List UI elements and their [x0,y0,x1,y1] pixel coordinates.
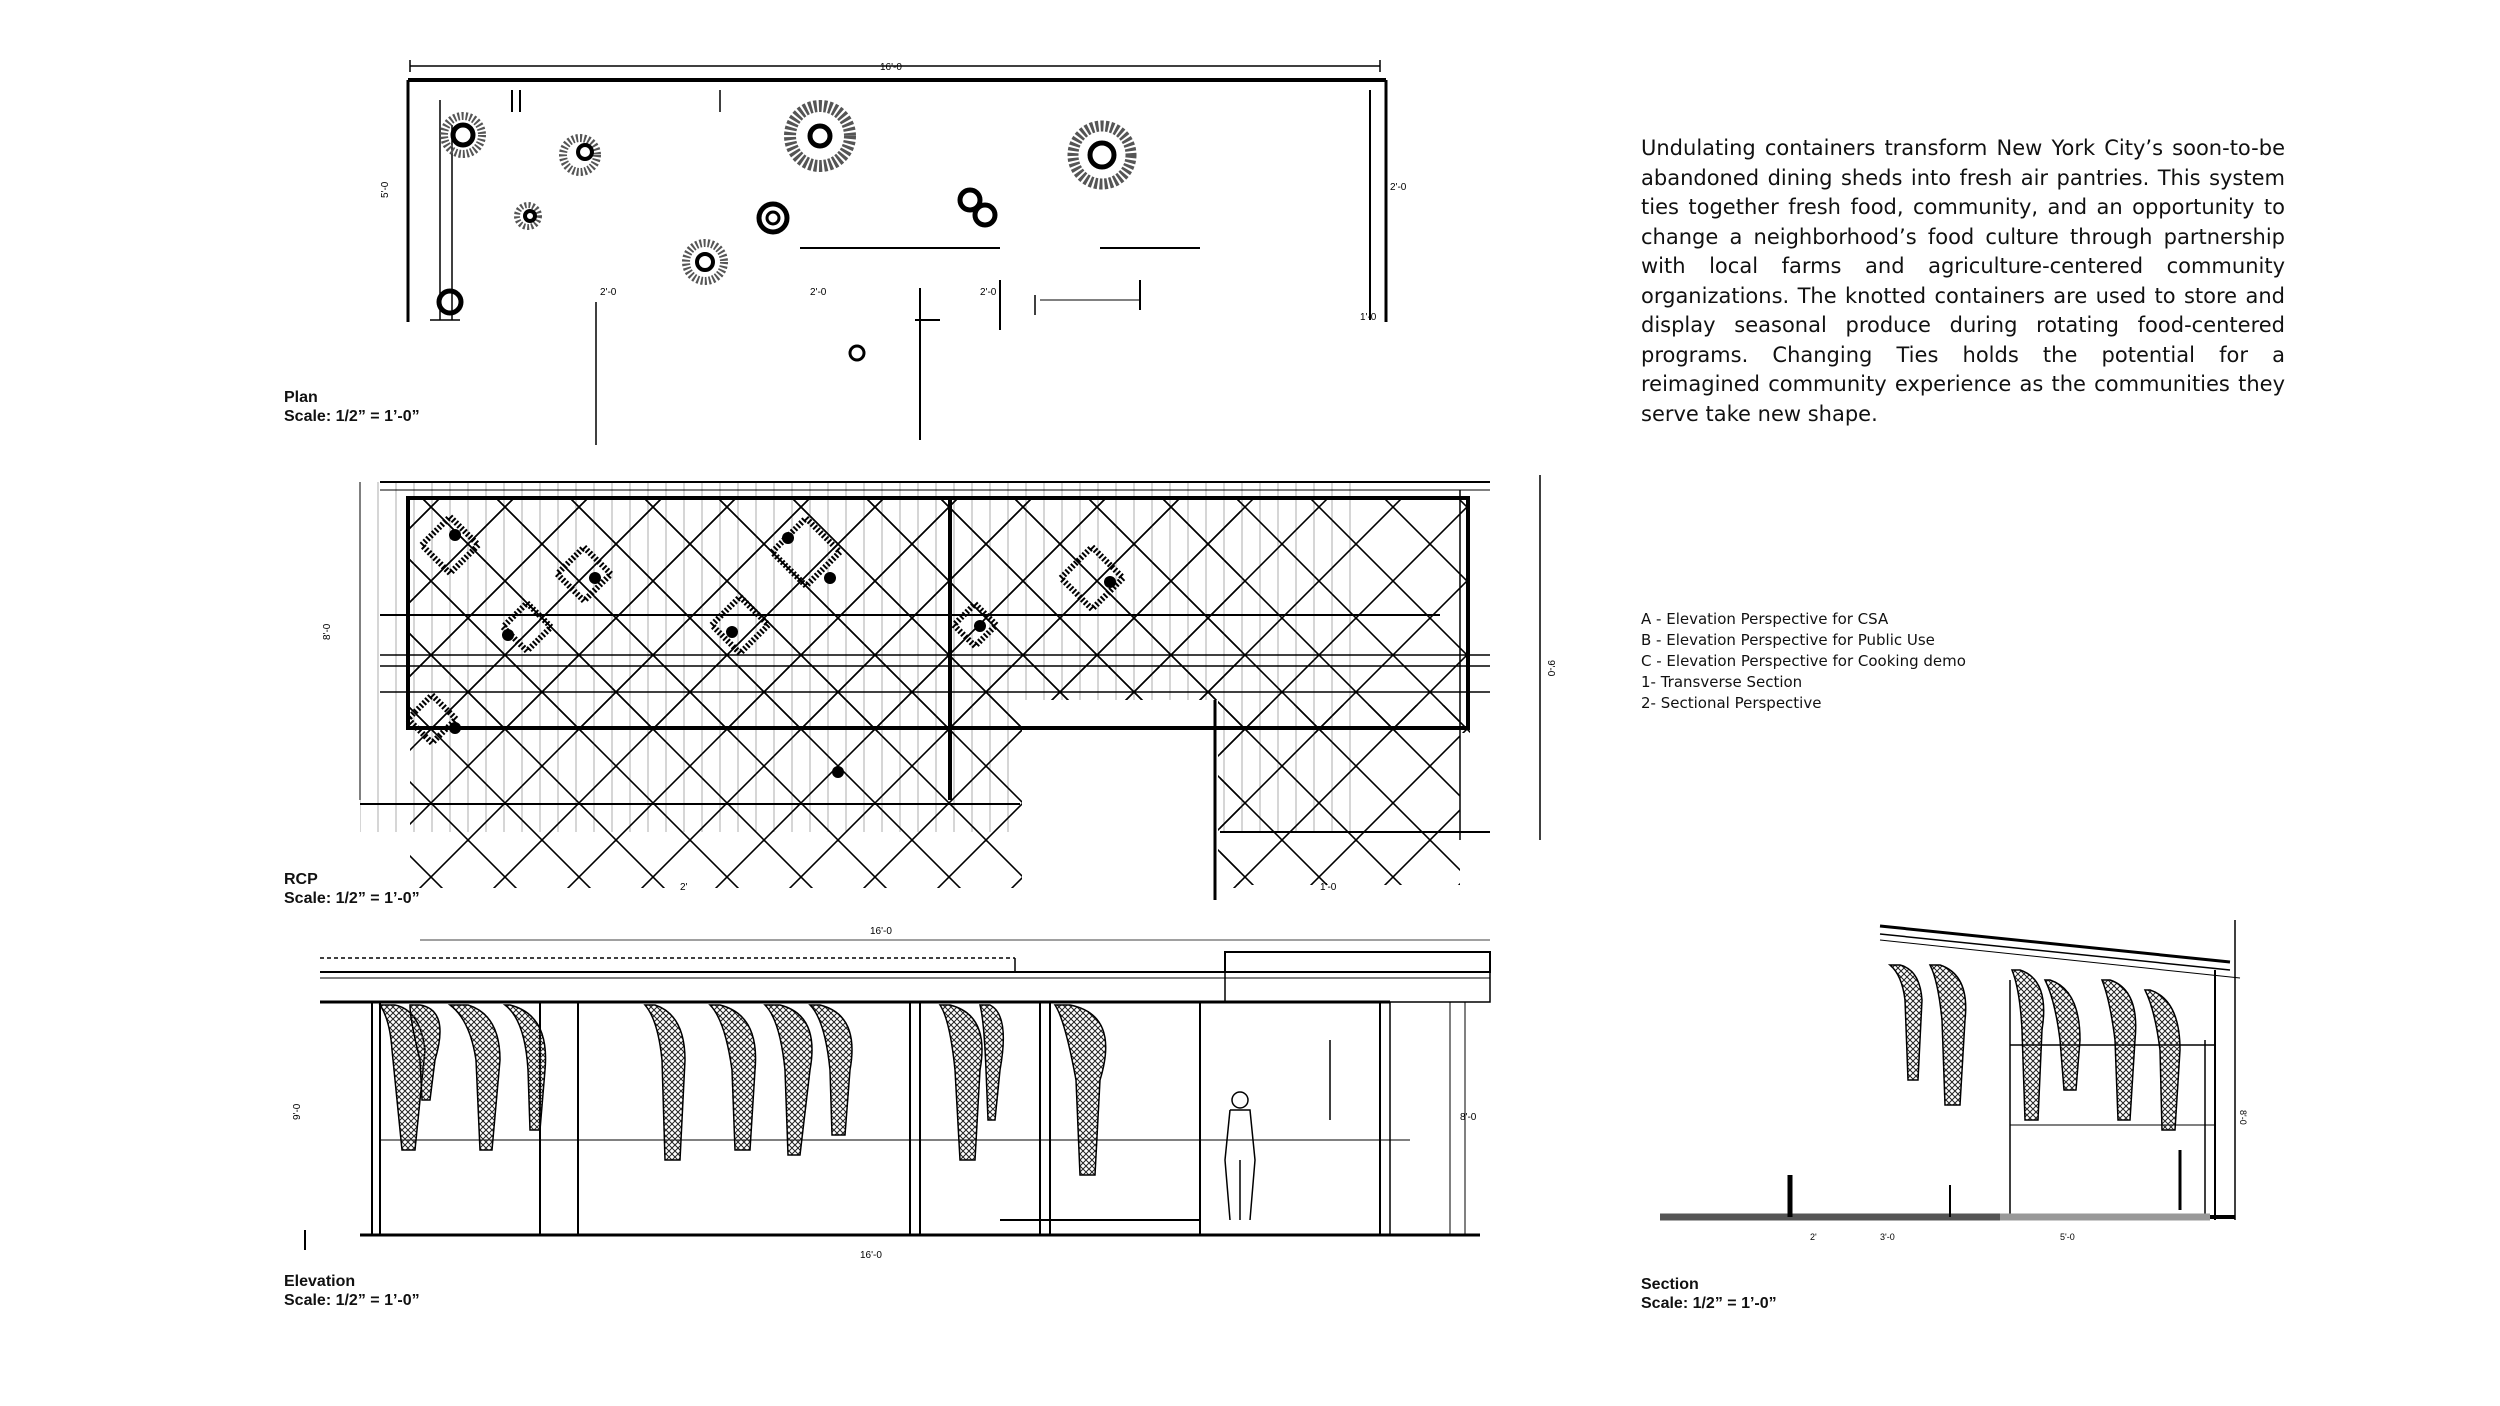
container-column [645,1005,685,1160]
drawing-legend [1641,609,1966,714]
svg-text:2': 2' [1810,1232,1817,1242]
plan-drawing [380,30,1420,460]
svg-text:2'-0: 2'-0 [810,287,827,298]
legend-item: 1- Transverse Section [1641,673,1803,691]
elevation-drawing [292,920,1510,1261]
section-title: Section [1641,1276,1699,1293]
rcp-title: RCP [284,871,318,888]
container-column [1930,965,1966,1105]
plan-scale: Scale: 1/2” = 1’-0” [284,408,420,425]
container-column [1055,1005,1106,1175]
svg-text:1'-0: 1'-0 [1320,882,1337,893]
container-ring [759,204,787,232]
container-column [2102,980,2136,1120]
container-column [710,1005,756,1150]
legend-item: B - Elevation Perspective for Public Use [1641,631,1935,649]
svg-text:8'-0: 8'-0 [1460,1112,1477,1123]
container-column [2045,980,2080,1090]
svg-text:5'-0: 5'-0 [2060,1232,2075,1242]
svg-text:16'-0: 16'-0 [880,62,902,73]
legend-item: C - Elevation Perspective for Cooking demo [1641,652,1966,670]
person-figure [1225,1092,1255,1220]
section-scale: Scale: 1/2” = 1’-0” [1641,1295,1777,1312]
elevation-title: Elevation [284,1273,356,1290]
container-ring [790,106,850,166]
project-description: Undulating containers transform New York City’s soon-to-be abandoned dining sheds into fresh air pantries. This system ties together fresh food, community, and an opportunity to change a neighborhood’s food culture through partnership with local farms and agriculture-centered community organizations. The knotted containers are used to store and display seasonal produce during rotating food-centered programs. Changing Ties holds the potential for a reimagined community experience as the communities they serve take new shape. [1641,136,2285,426]
svg-text:16'-0: 16'-0 [860,1250,882,1261]
plan-caption [284,388,420,426]
section-caption [1641,1275,1777,1313]
svg-text:8'-0: 8'-0 [2238,1110,2248,1125]
svg-text:5'-0: 5'-0 [380,181,391,198]
elevation-scale: Scale: 1/2” = 1’-0” [284,1292,420,1309]
container-ring [563,138,597,172]
svg-text:3'-0: 3'-0 [1880,1232,1895,1242]
svg-text:2'-0: 2'-0 [600,287,617,298]
rcp-scale: Scale: 1/2” = 1’-0” [284,890,420,907]
svg-text:9'-0: 9'-0 [292,1103,303,1120]
container-column [450,1005,500,1150]
rcp-caption [284,870,420,908]
container-ring [439,291,461,313]
section-drawing [1640,920,2260,1250]
legend-item: 2- Sectional Perspective [1641,694,1822,712]
svg-text:1'-0: 1'-0 [1360,312,1377,323]
container-ring [686,243,724,281]
container-column [940,1005,1003,1160]
elevation-caption [284,1272,420,1310]
container-column [2145,990,2180,1130]
plan-title: Plan [284,389,318,406]
svg-text:2'-0: 2'-0 [980,287,997,298]
svg-text:2'-0: 2'-0 [1390,182,1407,193]
container-column [1890,965,1922,1080]
container-ring [960,190,995,225]
container-column [765,1005,852,1155]
container-ring [1073,126,1131,184]
svg-text:8'-0: 8'-0 [322,623,333,640]
svg-text:9'-0: 9'-0 [1545,660,1556,677]
container-ring [444,116,482,154]
container-ring [517,205,539,227]
svg-text:2': 2' [680,882,688,893]
svg-text:16'-0: 16'-0 [870,926,892,937]
rcp-drawing [320,470,1556,900]
container-ring [850,346,864,360]
container-column [380,1005,440,1150]
legend-item: A - Elevation Perspective for CSA [1641,610,1889,628]
